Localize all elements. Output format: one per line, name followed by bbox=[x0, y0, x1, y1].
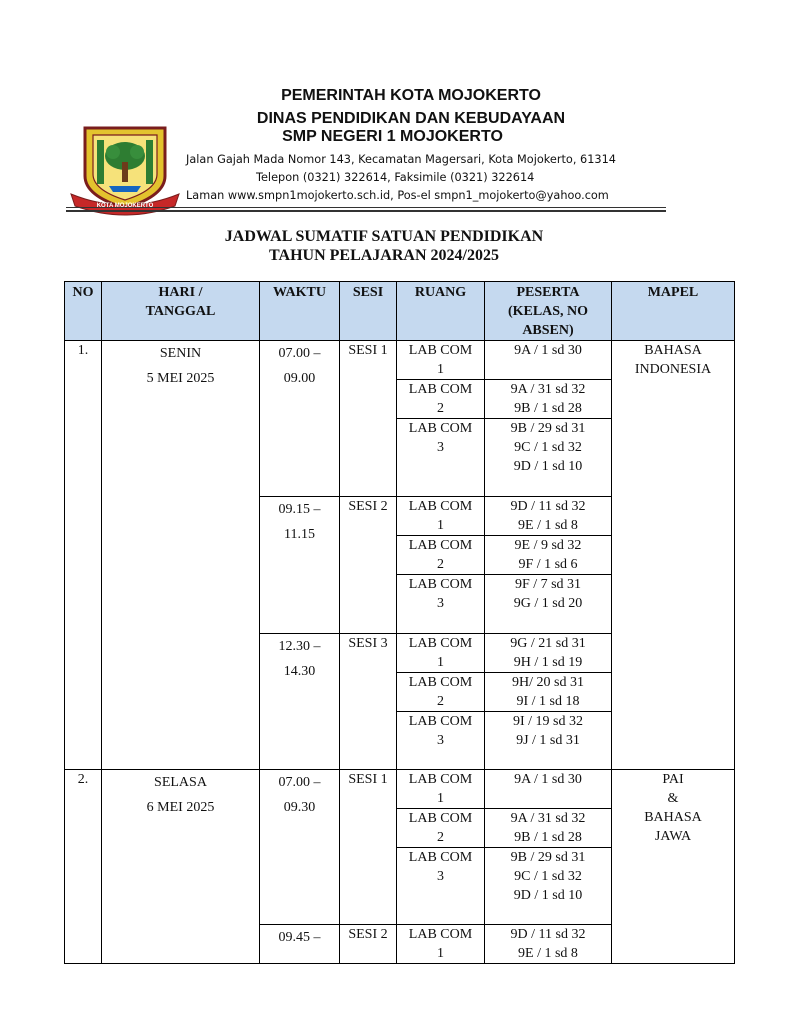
emblem-motto: KOTA MOJOKERTO bbox=[96, 203, 154, 209]
cell-room bbox=[397, 341, 485, 380]
cell-time bbox=[260, 341, 340, 497]
room-number: 3 bbox=[437, 440, 444, 455]
time-start: 09.15 – bbox=[278, 502, 321, 517]
room-name: LAB COM bbox=[408, 714, 473, 729]
participant-range: 9I / 1 sd 18 bbox=[516, 694, 580, 709]
cell-room bbox=[397, 809, 485, 848]
time-end: 14.30 bbox=[283, 664, 316, 679]
cell-time bbox=[260, 925, 340, 964]
cell-participants bbox=[485, 848, 612, 925]
cell-no bbox=[65, 341, 102, 770]
col-header-room: RUANG bbox=[397, 282, 485, 341]
participant-range: 9H/ 20 sd 31 bbox=[512, 675, 584, 690]
schedule-body bbox=[65, 341, 735, 964]
room-name: LAB COM bbox=[408, 538, 473, 553]
cell-time bbox=[260, 497, 340, 634]
session-label: SESI 3 bbox=[348, 636, 388, 651]
table-row bbox=[65, 341, 735, 380]
cell-participants bbox=[485, 712, 612, 770]
room-number: 1 bbox=[437, 946, 444, 961]
participant-range: 9G / 1 sd 20 bbox=[513, 596, 583, 611]
participant-range: 9A / 1 sd 30 bbox=[514, 772, 582, 787]
participant-range: 9H / 1 sd 19 bbox=[513, 655, 583, 670]
cell-room bbox=[397, 770, 485, 809]
cell-session bbox=[340, 770, 397, 925]
subject-line: & bbox=[667, 791, 679, 806]
document-subtitle: TAHUN PELAJARAN 2024/2025 bbox=[269, 247, 499, 264]
cell-participants bbox=[485, 497, 612, 536]
cell-subject bbox=[612, 341, 735, 770]
room-name: LAB COM bbox=[408, 421, 473, 436]
cell-subject bbox=[612, 770, 735, 964]
time-start: 12.30 – bbox=[278, 639, 321, 654]
table-header-row bbox=[65, 282, 735, 341]
room-name: LAB COM bbox=[408, 927, 473, 942]
room-name: LAB COM bbox=[408, 850, 473, 865]
participant-range: 9F / 1 sd 6 bbox=[518, 557, 578, 572]
cell-participants bbox=[485, 770, 612, 809]
cell-day-date bbox=[102, 341, 260, 770]
col-header-participants-label: PESERTA (KELAS, NO ABSEN) bbox=[507, 285, 589, 338]
time-end: 09.00 bbox=[283, 371, 316, 386]
day-name: SELASA bbox=[154, 775, 207, 790]
document-title: JADWAL SUMATIF SATUAN PENDIDIKAN bbox=[224, 228, 544, 245]
cell-participants bbox=[485, 419, 612, 497]
time-end: 09.30 bbox=[283, 800, 316, 815]
subject-line: PAI bbox=[662, 772, 684, 787]
participant-range: 9E / 1 sd 8 bbox=[518, 946, 578, 961]
cell-day-date bbox=[102, 770, 260, 964]
cell-room bbox=[397, 536, 485, 575]
participant-range: 9B / 1 sd 28 bbox=[514, 401, 582, 416]
cell-session bbox=[340, 497, 397, 634]
header-department: DINAS PENDIDIKAN DAN KEBUDAYAAN bbox=[256, 110, 566, 127]
participant-range: 9C / 1 sd 32 bbox=[514, 440, 582, 455]
time-start: 07.00 – bbox=[278, 775, 321, 790]
room-number: 3 bbox=[437, 733, 444, 748]
participant-range: 9D / 11 sd 32 bbox=[510, 499, 586, 514]
cell-no bbox=[65, 770, 102, 964]
room-name: LAB COM bbox=[408, 675, 473, 690]
subject-line: INDONESIA bbox=[634, 362, 712, 377]
room-number: 2 bbox=[437, 694, 444, 709]
cell-room bbox=[397, 497, 485, 536]
participant-range: 9A / 1 sd 30 bbox=[514, 343, 582, 358]
header-school-name: SMP NEGERI 1 MOJOKERTO bbox=[282, 128, 503, 145]
room-number: 1 bbox=[437, 362, 444, 377]
session-label: SESI 2 bbox=[348, 927, 388, 942]
participant-range: 9G / 21 sd 31 bbox=[510, 636, 586, 651]
col-header-day-date-label: HARI / TANGGAL bbox=[145, 285, 216, 319]
time-start: 09.45 – bbox=[278, 930, 321, 945]
subject-line: BAHASA bbox=[644, 810, 702, 825]
participant-range: 9C / 1 sd 32 bbox=[514, 869, 582, 884]
day-number: 1. bbox=[77, 343, 89, 358]
cell-session bbox=[340, 925, 397, 964]
room-name: LAB COM bbox=[408, 343, 473, 358]
room-number: 1 bbox=[437, 791, 444, 806]
room-name: LAB COM bbox=[408, 577, 473, 592]
cell-participants bbox=[485, 341, 612, 380]
cell-participants bbox=[485, 575, 612, 634]
cell-room bbox=[397, 925, 485, 964]
cell-session bbox=[340, 634, 397, 770]
header-government: PEMERINTAH KOTA MOJOKERTO bbox=[281, 87, 541, 104]
table-row bbox=[65, 770, 735, 809]
room-name: LAB COM bbox=[408, 499, 473, 514]
participant-range: 9J / 1 sd 31 bbox=[516, 733, 580, 748]
subject-line: BAHASA bbox=[644, 343, 702, 358]
participant-range: 9E / 1 sd 8 bbox=[518, 518, 578, 533]
header-phone: Telepon (0321) 322614, Faksimile (0321) 322614 bbox=[256, 171, 535, 184]
col-header-participants bbox=[485, 282, 612, 341]
cell-session bbox=[340, 341, 397, 497]
participant-range: 9D / 1 sd 10 bbox=[513, 888, 583, 903]
col-header-no: NO bbox=[65, 282, 102, 341]
participant-range: 9E / 9 sd 32 bbox=[514, 538, 582, 553]
room-name: LAB COM bbox=[408, 382, 473, 397]
room-number: 2 bbox=[437, 557, 444, 572]
cell-room bbox=[397, 634, 485, 673]
col-header-day-date bbox=[102, 282, 260, 341]
cell-time bbox=[260, 770, 340, 925]
col-header-subject: MAPEL bbox=[612, 282, 735, 341]
participant-range: 9B / 29 sd 31 bbox=[510, 850, 586, 865]
header-address: Jalan Gajah Mada Nomor 143, Kecamatan Magersari, Kota Mojokerto, 61314 bbox=[186, 153, 616, 166]
cell-room bbox=[397, 419, 485, 497]
room-number: 1 bbox=[437, 518, 444, 533]
room-number: 2 bbox=[437, 401, 444, 416]
participant-range: 9D / 11 sd 32 bbox=[510, 927, 586, 942]
cell-room bbox=[397, 673, 485, 712]
participant-range: 9F / 7 sd 31 bbox=[514, 577, 582, 592]
cell-participants bbox=[485, 634, 612, 673]
participant-range: 9B / 29 sd 31 bbox=[510, 421, 586, 436]
day-date: 6 MEI 2025 bbox=[146, 800, 215, 815]
subject-line: JAWA bbox=[654, 829, 692, 844]
cell-room bbox=[397, 380, 485, 419]
room-number: 1 bbox=[437, 655, 444, 670]
cell-room bbox=[397, 848, 485, 925]
participant-range: 9I / 19 sd 32 bbox=[513, 714, 583, 729]
day-date: 5 MEI 2025 bbox=[146, 371, 215, 386]
cell-time bbox=[260, 634, 340, 770]
room-name: LAB COM bbox=[408, 811, 473, 826]
col-header-time: WAKTU bbox=[260, 282, 340, 341]
participant-range: 9A / 31 sd 32 bbox=[510, 382, 586, 397]
header-website: Laman www.smpn1mojokerto.sch.id, Pos-el smpn1_mojokerto@yahoo.com bbox=[186, 189, 609, 202]
col-header-session: SESI bbox=[340, 282, 397, 341]
schedule-table bbox=[64, 281, 735, 964]
session-label: SESI 2 bbox=[348, 499, 388, 514]
room-number: 3 bbox=[437, 869, 444, 884]
room-name: LAB COM bbox=[408, 772, 473, 787]
cell-participants bbox=[485, 673, 612, 712]
participant-range: 9A / 31 sd 32 bbox=[510, 811, 586, 826]
room-number: 2 bbox=[437, 830, 444, 845]
cell-participants bbox=[485, 380, 612, 419]
time-start: 07.00 – bbox=[278, 346, 321, 361]
cell-participants bbox=[485, 809, 612, 848]
cell-participants bbox=[485, 925, 612, 964]
participant-range: 9B / 1 sd 28 bbox=[514, 830, 582, 845]
cell-room bbox=[397, 712, 485, 770]
session-label: SESI 1 bbox=[348, 343, 388, 358]
participant-range: 9D / 1 sd 10 bbox=[513, 459, 583, 474]
time-end: 11.15 bbox=[284, 527, 315, 542]
session-label: SESI 1 bbox=[348, 772, 388, 787]
cell-room bbox=[397, 575, 485, 634]
room-name: LAB COM bbox=[408, 636, 473, 651]
day-name: SENIN bbox=[159, 346, 202, 361]
day-number: 2. bbox=[77, 772, 89, 787]
cell-participants bbox=[485, 536, 612, 575]
room-number: 3 bbox=[437, 596, 444, 611]
